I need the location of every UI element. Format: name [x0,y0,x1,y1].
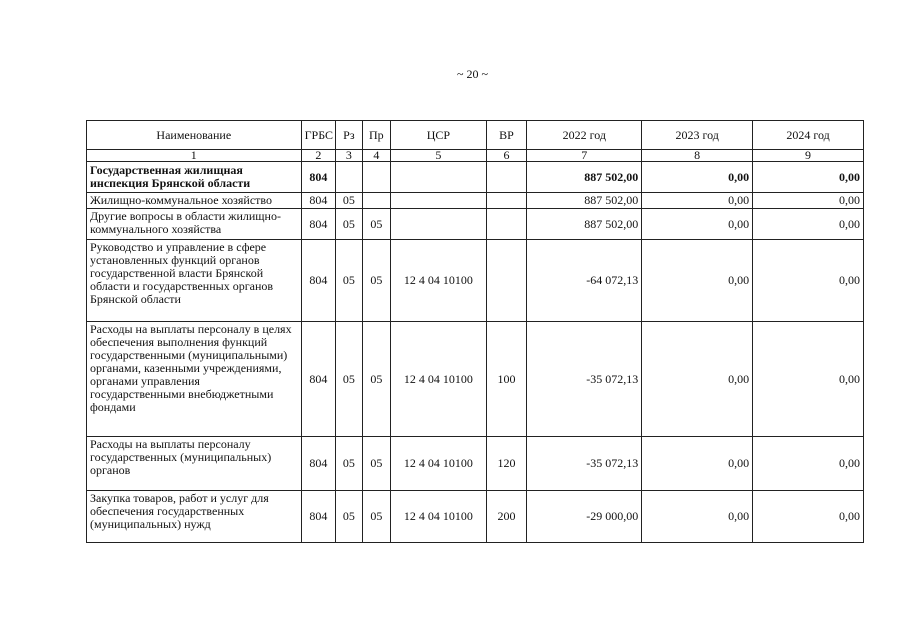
column-number: 7 [527,150,642,162]
row-grbs: 804 [301,193,336,209]
header-row [87,121,864,150]
row-2024: 0,00 [753,240,864,322]
row-grbs: 804 [301,162,336,193]
header-pr: Пр [362,121,390,150]
row-name: Государственная жилищная инспекция Брянской области [87,162,302,193]
row-csr: 12 4 04 10100 [391,437,487,491]
row-csr [391,209,487,240]
row-pr: 05 [362,209,390,240]
row-name: Руководство и управление в сфере установленных функций органов государственной власти Брянской области и государственных органов Брянской области [87,240,302,322]
row-vr [486,193,527,209]
table-row [87,240,864,322]
row-rz: 05 [336,209,362,240]
row-2023: 0,00 [642,437,753,491]
row-2023: 0,00 [642,322,753,437]
table-row [87,193,864,209]
column-number-row [87,150,864,162]
table-row [87,209,864,240]
row-csr: 12 4 04 10100 [391,322,487,437]
row-2022: 887 502,00 [527,209,642,240]
row-2024: 0,00 [753,209,864,240]
row-grbs: 804 [301,322,336,437]
row-rz: 05 [336,491,362,543]
row-rz: 05 [336,322,362,437]
row-name: Другие вопросы в области жилищно-коммунального хозяйства [87,209,302,240]
row-2024: 0,00 [753,491,864,543]
column-number: 2 [301,150,336,162]
row-pr: 05 [362,322,390,437]
row-rz [336,162,362,193]
header-rz: Рз [336,121,362,150]
row-2022: -35 072,13 [527,437,642,491]
column-number: 9 [753,150,864,162]
row-vr [486,209,527,240]
column-number: 8 [642,150,753,162]
header-name: Наименование [87,121,302,150]
row-grbs: 804 [301,437,336,491]
column-number: 3 [336,150,362,162]
row-2022: 887 502,00 [527,162,642,193]
column-number: 1 [87,150,302,162]
row-2023: 0,00 [642,491,753,543]
row-2023: 0,00 [642,209,753,240]
row-name: Расходы на выплаты персоналу в целях обеспечения выполнения функций государственными (муниципальными) органами, казенными учреждениями, органами управления государственными внебюджетными фондами [87,322,302,437]
row-2024: 0,00 [753,437,864,491]
row-name: Закупка товаров, работ и услуг для обеспечения государственных (муниципальных) нужд [87,491,302,543]
row-csr: 12 4 04 10100 [391,491,487,543]
row-2023: 0,00 [642,240,753,322]
row-2022: -29 000,00 [527,491,642,543]
row-vr [486,162,527,193]
column-number: 4 [362,150,390,162]
row-2024: 0,00 [753,322,864,437]
row-rz: 05 [336,240,362,322]
row-vr: 120 [486,437,527,491]
row-pr [362,162,390,193]
row-pr: 05 [362,437,390,491]
header-csr: ЦСР [391,121,487,150]
row-csr [391,162,487,193]
row-pr: 05 [362,240,390,322]
row-name: Расходы на выплаты персоналу государственных (муниципальных) органов [87,437,302,491]
row-2023: 0,00 [642,162,753,193]
row-2023: 0,00 [642,193,753,209]
row-grbs: 804 [301,209,336,240]
row-vr: 100 [486,322,527,437]
row-2022: 887 502,00 [527,193,642,209]
row-vr [486,240,527,322]
header-2022: 2022 год [527,121,642,150]
row-2022: -35 072,13 [527,322,642,437]
table-row [87,162,864,193]
row-rz: 05 [336,437,362,491]
row-name: Жилищно-коммунальное хозяйство [87,193,302,209]
page-number: ~ 20 ~ [457,67,488,81]
row-csr [391,193,487,209]
table-row [87,437,864,491]
row-grbs: 804 [301,240,336,322]
row-pr [362,193,390,209]
header-vr: ВР [486,121,527,150]
row-2022: -64 072,13 [527,240,642,322]
table-row [87,322,864,437]
column-number: 5 [391,150,487,162]
budget-table [86,120,864,543]
row-2024: 0,00 [753,162,864,193]
header-grbs: ГРБС [301,121,336,150]
row-vr: 200 [486,491,527,543]
table-row [87,491,864,543]
row-2024: 0,00 [753,193,864,209]
row-grbs: 804 [301,491,336,543]
row-rz: 05 [336,193,362,209]
column-number: 6 [486,150,527,162]
row-pr: 05 [362,491,390,543]
header-2023: 2023 год [642,121,753,150]
header-2024: 2024 год [753,121,864,150]
row-csr: 12 4 04 10100 [391,240,487,322]
